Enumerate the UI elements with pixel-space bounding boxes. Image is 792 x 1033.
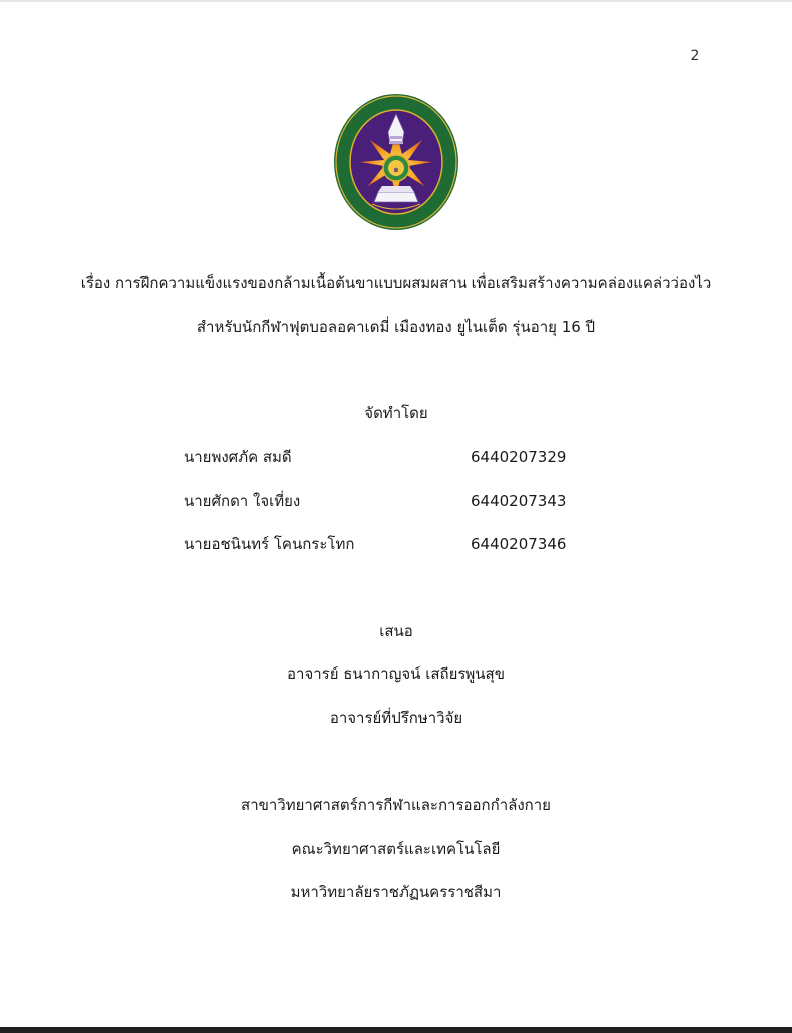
university-seal-logo (332, 92, 460, 232)
university-name: มหาวิทยาลัยราชภัฏนครราชสีมา (290, 883, 502, 901)
page-number: 2 (690, 48, 700, 64)
advisor-role: อาจารย์ที่ปรึกษาวิจัย (329, 709, 463, 727)
page-top-border (0, 0, 792, 2)
presented-to-heading: เสนอ (379, 622, 413, 640)
page-bottom-edge (0, 1027, 792, 1033)
author-name: นายอชนินทร์ โคนกระโทก (184, 535, 355, 553)
faculty-name: คณะวิทยาศาสตร์และเทคโนโลยี (291, 840, 501, 858)
author-name: นายศักดา ใจเที่ยง (184, 492, 301, 510)
title-line-1: เรื่อง การฝึกความแข็งแรงของกล้ามเนื้อต้นขาแบบผสมผสาน เพื่อเสริมสร้างความคล่องแคล่วว่องไว (80, 274, 712, 292)
advisor-name: อาจารย์ ธนากาญจน์ เสถียรพูนสุข (287, 665, 505, 683)
author-student-id: 6440207346 (471, 535, 567, 553)
svg-text:๑: ๑ (393, 165, 399, 175)
author-student-id: 6440207343 (471, 492, 567, 510)
author-student-id: 6440207329 (471, 448, 567, 466)
title-line-2: สำหรับนักกีฬาฟุตบอลอคาเดมี่ เมืองทอง ยูไนเต็ด รุ่นอายุ 16 ปี (196, 318, 596, 336)
author-name: นายพงศภัค สมดี (184, 448, 292, 466)
prepared-by-heading: จัดทำโดย (364, 404, 428, 422)
department-name: สาขาวิทยาศาสตร์การกีฬาและการออกกำลังกาย (241, 796, 551, 814)
